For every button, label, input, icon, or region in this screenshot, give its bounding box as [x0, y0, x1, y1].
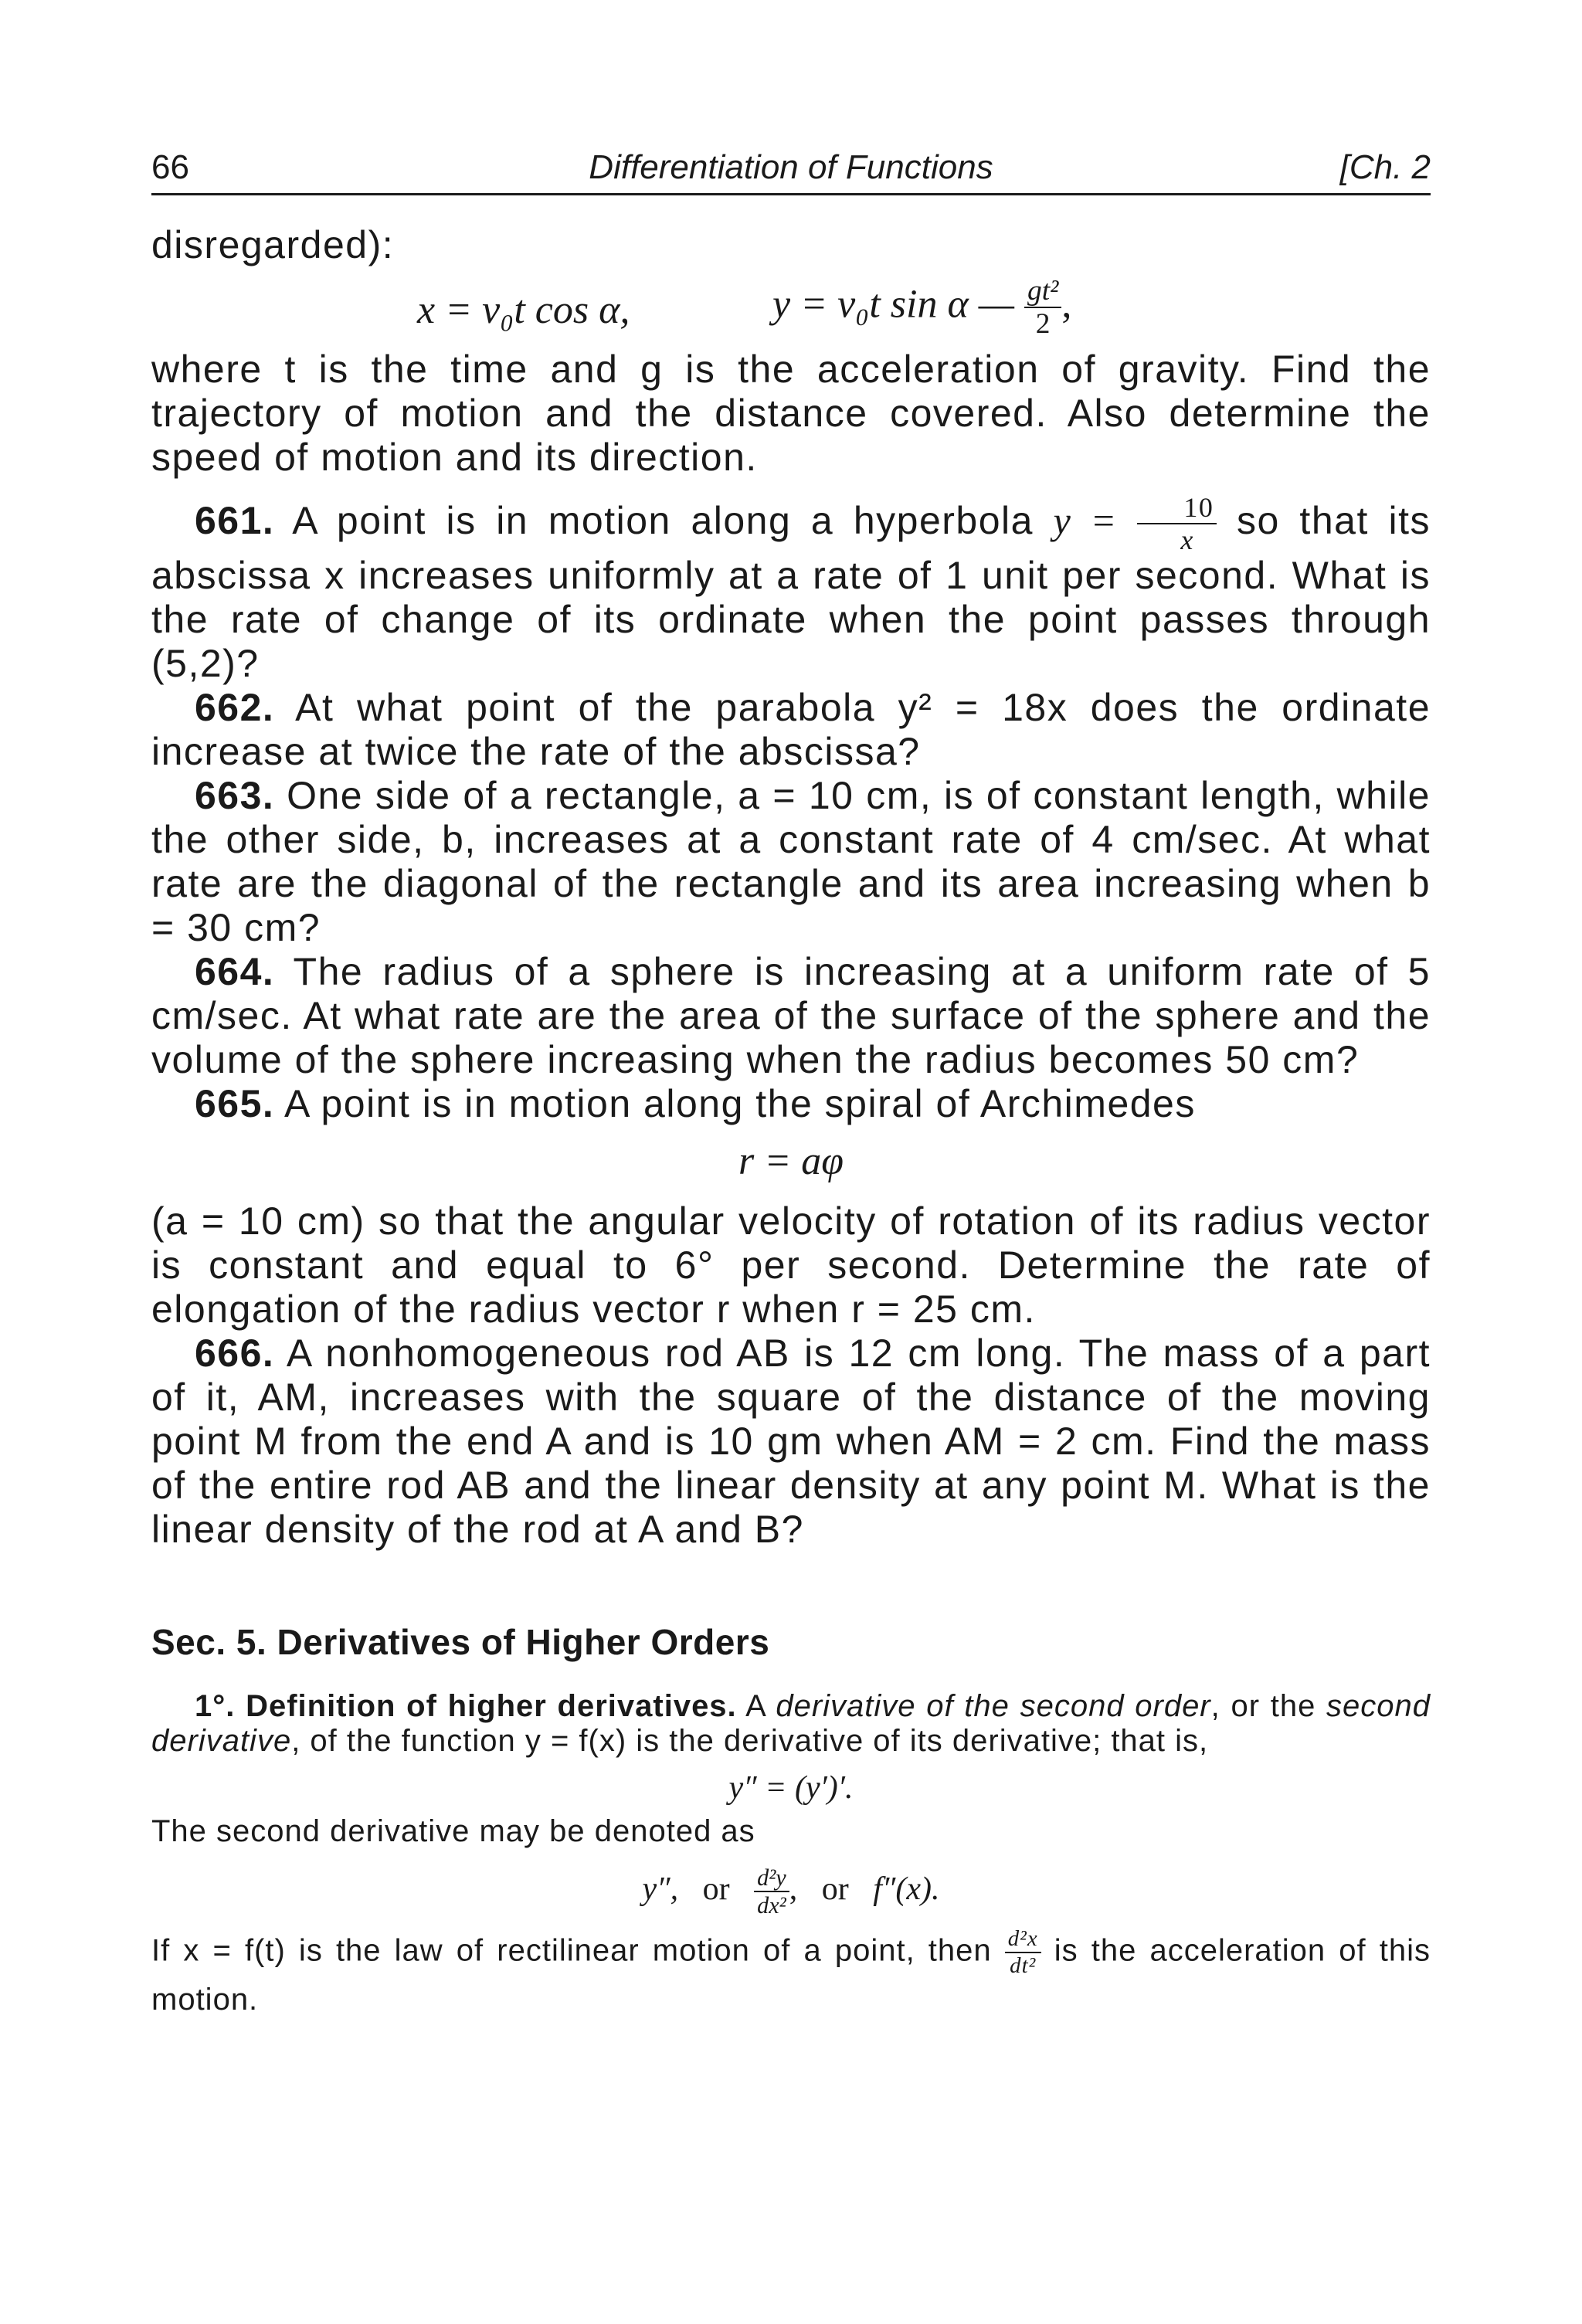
fraction-numerator: d²y	[754, 1866, 789, 1892]
notation-comma: ,	[789, 1871, 798, 1907]
fraction-numerator: 10	[1137, 494, 1217, 524]
denoted-text: The second derivative may be denoted as	[151, 1814, 755, 1848]
fraction-numerator: d²x	[1005, 1928, 1041, 1953]
acceleration-paragraph	[151, 1928, 1431, 2022]
problem-number: 664.	[195, 950, 275, 993]
spiral-equation: r = aφ	[738, 1139, 844, 1183]
notation-y-double-prime: y″,	[642, 1871, 679, 1907]
problem-text: A point is in motion along the spiral of Archimedes	[283, 1082, 1196, 1125]
term-second-order: derivative of the second order	[776, 1689, 1211, 1723]
notation-or: or	[821, 1871, 849, 1907]
fraction-numerator: gt²	[1024, 277, 1061, 308]
subsection-number: 1°.	[195, 1689, 236, 1723]
problem-text: A nonhomogeneous rod AB is 12 cm long. The mass of a part of it, AM, increases with the square of the distance of the moving point M from the end A and is 10 gm when AM = 2 cm. Find the mass of the entire rod AB and the linear density at any point M. What is the linear density of the rod at A and B?	[151, 1332, 1431, 1551]
acceleration-text-cont: is the acceleration of this motion.	[151, 1933, 1431, 2017]
problem-665-cont: (a = 10 cm) so that the angular velocity of rotation of its radius vector is constant and equal to 6° per second. Determine the rate of elongation of the radius vector r when r = 25 cm.	[151, 1199, 1431, 1331]
section-title: Sec. 5. Derivatives of Higher Orders	[151, 1622, 770, 1662]
problem-661	[151, 494, 1431, 686]
equation-y	[772, 277, 1071, 339]
subsection-title: Definition of higher derivatives.	[246, 1689, 737, 1723]
intro-equations	[151, 273, 1431, 343]
problem-text: One side of a rectangle, a = 10 cm, is of constant length, while the other side, b, increases at a constant rate of 4 cm/sec. At what rate are the diagonal of the rectangle and its area increasing when b = 30 cm?	[151, 774, 1431, 949]
definition-paragraph	[151, 1689, 1431, 1759]
fraction-denominator: dx²	[757, 1892, 786, 1919]
equation-y-comma: ,	[1061, 282, 1072, 327]
equation-y-fraction	[1024, 277, 1061, 339]
notation-or: or	[702, 1871, 730, 1907]
term-second-derivative: second derivative	[151, 1689, 1431, 1758]
page	[151, 139, 1431, 2022]
running-title: Differentiation of Functions	[589, 148, 993, 186]
page-number: 66	[151, 148, 189, 186]
intro-text: where t is the time and g is the acceleration of gravity. Find the trajectory of motion and the distance covered. Also determine the speed of motion and its direction.	[151, 348, 1431, 479]
problem-number: 666.	[195, 1332, 275, 1375]
problem-number: 663.	[195, 774, 275, 817]
equation-y-main: y = v₀t sin α —	[772, 282, 1014, 327]
equation-x: x = v₀t cos α,	[417, 288, 630, 332]
hyperbola-fraction	[1137, 494, 1217, 554]
definition-text-c: , of the function y = f(x) is the derivative of its derivative; that is,	[291, 1724, 1209, 1758]
page-header	[151, 139, 1431, 195]
problem-number: 662.	[195, 686, 275, 729]
problem-664	[151, 950, 1431, 1082]
problem-662	[151, 686, 1431, 774]
problem-665	[151, 1082, 1431, 1126]
definition-text: A	[745, 1689, 766, 1723]
definition-text-b: , or the	[1210, 1689, 1316, 1723]
hyperbola-lhs: y =	[1053, 499, 1118, 543]
problem-666	[151, 1332, 1431, 1552]
problem-text: The radius of a sphere is increasing at a uniform rate of 5 cm/sec. At what rate are the area of the surface of the sphere and the volume of the sphere increasing when the radius becomes 50 cm?	[151, 950, 1431, 1081]
acceleration-text: If x = f(t) is the law of rectilinear motion of a point, then	[151, 1933, 992, 1968]
problem-text: At what point of the parabola y² = 18x does the ordinate increase at twice the rate of the abscissa?	[151, 686, 1431, 773]
acceleration-fraction	[1005, 1928, 1041, 1977]
second-derivative-equation: y″ = (y′)′.	[728, 1770, 854, 1806]
problem-text: A point is in motion along a hyperbola	[292, 499, 1034, 543]
fraction-denominator: x	[1180, 524, 1194, 555]
problem-663	[151, 774, 1431, 950]
notation-line	[151, 1866, 1431, 1917]
notation-f-double-prime: f″(x).	[873, 1871, 940, 1907]
problem-number: 665.	[195, 1082, 275, 1125]
problem-text-cont: so that its abscissa x increases uniformly at a rate of 1 unit per second. What is the rate of change of its ordinate when the point passes through (5,2)?	[151, 499, 1431, 685]
intro-line: disregarded):	[151, 223, 395, 266]
fraction-denominator: 2	[1035, 308, 1051, 341]
notation-fraction	[754, 1866, 789, 1917]
chapter-label: [Ch. 2	[1339, 148, 1431, 186]
problem-number: 661.	[195, 499, 275, 543]
fraction-denominator: dt²	[1010, 1953, 1037, 1979]
